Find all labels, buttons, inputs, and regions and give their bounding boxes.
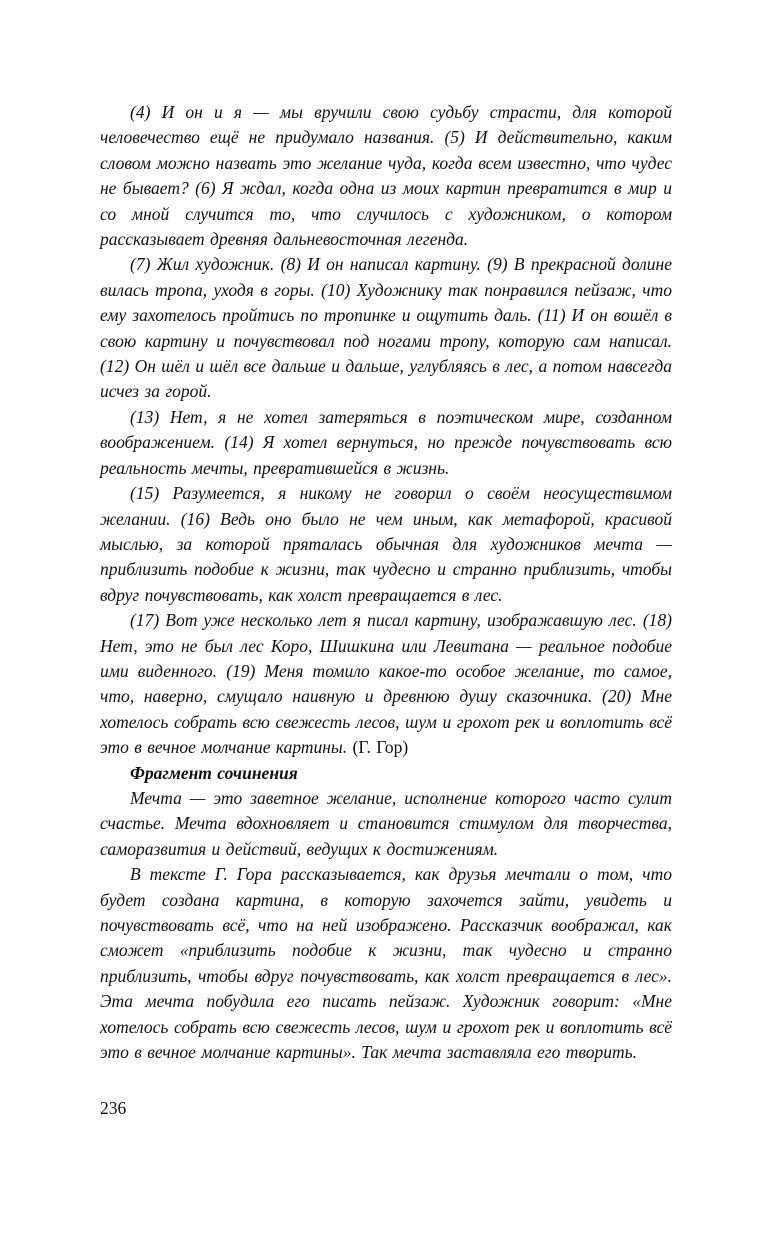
source-text-paragraph: (7) Жил художник. (8) И он написал картину. (9) В прекрасной долине вилась тропа, уходя в горы. (10) Художнику так понравился пейзаж, что ему захотелось пройтись по тропинке и ощутить даль. (11) И он вошёл в свою картину и почувствовал под ногами тропу, которую сам написал. (12) Он шёл и шёл все дальше и дальше, углубляясь в лес, а потом навсегда исчез за горой. [100, 254, 672, 402]
author-attribution: (Г. Гор) [352, 737, 409, 758]
paragraph-text: (17) Вот уже несколько лет я писал картину, изображавшую лес. (18) Нет, это не был лес Коро, Шишкина или Левитана — реальное подобие ими виденного. (19) Меня томило какое-то особое желание, то самое, что, наверно, смущало наивную и древнюю душу сказочника. (20) Мне хотелось собрать всю свежесть лесов, шум и грохот рек и воплотить всё это в вечное молчание картины. [100, 610, 672, 758]
essay-paragraph: Мечта — это заветное желание, исполнение которого часто сулит счастье. Мечта вдохновляет и становится стимулом для творчества, саморазвития и действий, ведущих к достижениям. [100, 787, 672, 859]
source-text-paragraph: (15) Разумеется, я никому не говорил о своём неосуществимом желании. (16) Ведь оно было не чем иным, как метафорой, красивой мыслью, за которой пряталась обычная для художников мечта — приблизить подобие к жизни, так чудесно и странно приблизить, чтобы вдруг почувствовать, как холст превращается в лес. [100, 483, 672, 605]
source-text-paragraph: (13) Нет, я не хотел затеряться в поэтическом мире, созданном воображением. (14) Я хотел вернуться, но прежде почувствовать всю реальность мечты, превратившейся в жизнь. [100, 406, 672, 478]
source-text-paragraph: (4) И он и я — мы вручили свою судьбу страсти, для которой человечество ещё не придумало названия. (5) И действительно, каким словом можно назвать это желание чуда, когда всем известно, что чудес не бывает? (6) Я ждал, когда одна из моих картин превратится в мир и со мной случится то, что случилось с художником, о котором рассказывает древняя дальневосточная легенда. [100, 102, 672, 250]
source-text-paragraph [100, 608, 672, 760]
essay-paragraph: В тексте Г. Гора рассказывается, как друзья мечтали о том, что будет создана картина, в которую захочется зайти, увидеть и почувствовать всё, что на ней изображено. Рассказчик воображал, как сможет «приблизить подобие к жизни, так чудесно и странно приблизить, чтобы вдруг почувствовать, как холст превращается в лес». Эта мечта побудила его писать пейзаж. Художник говорит: «Мне хотелось собрать всю свежесть лесов, шум и грохот рек и воплотить всё это в вечное молчание картины». Так мечта заставляла его творить. [100, 864, 672, 1063]
section-heading: Фрагмент сочинения [130, 762, 298, 783]
page-number: 236 [100, 1098, 127, 1118]
text-column [100, 100, 672, 1065]
